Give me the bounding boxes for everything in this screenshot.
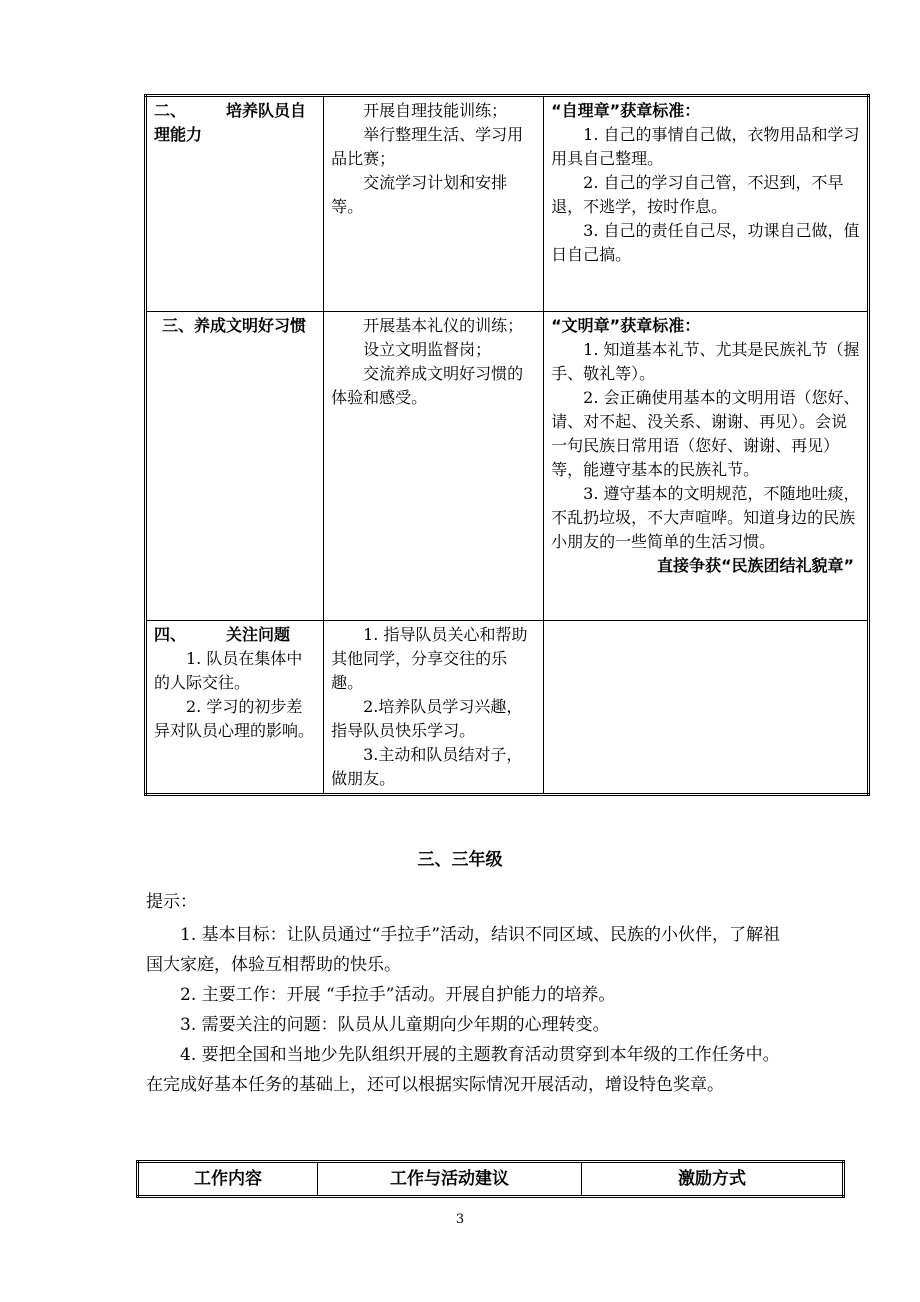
suggestion-line: 3.主动和队员结对子，做朋友。 [331,745,523,788]
row-number: 二、 [154,101,187,120]
standard-item: 2. 自己的学习自己管，不迟到，不早退，不逃学，按时作息。 [551,173,844,216]
suggestion-line: 开展基本礼仪的训练； [363,316,524,335]
hint-list [146,920,786,1100]
header-incentive: 激励方式 [582,1162,844,1197]
badge-standard-title: “自理章”获章标准： [551,101,701,120]
activity-suggestion-cell [324,621,544,795]
hint-item: 3. 需要关注的问题：队员从儿童期向少年期的心理转变。 [180,1015,610,1035]
section-heading: 三、三年级 [417,850,503,870]
hint-item: 4. 要把全国和当地少先队组织开展的主题教育活动贯穿到本年级的工作任务中。在完成好基本任务的基础上，还可以根据实际情况开展活动，增设特色奖章。 [146,1045,780,1095]
suggestion-line: 设立文明监督岗； [363,340,492,359]
incentive-cell-empty [544,621,869,795]
hint-label: 提示： [146,892,197,912]
suggestion-line: 举行整理生活、学习用品比赛； [331,125,524,168]
activity-suggestion-cell [324,96,544,312]
work-content-cell [146,96,324,312]
hint-item: 2. 主要工作：开展 “手拉手”活动。开展自护能力的培养。 [180,985,616,1005]
suggestion-line: 1. 指导队员关心和帮助其他同学，分享交往的乐趣。 [331,625,528,692]
incentive-cell [544,96,869,312]
badge-standard-title: “文明章”获章标准： [551,316,701,335]
activity-suggestion-cell [324,312,544,621]
suggestion-line: 交流养成文明好习惯的体验和感受。 [331,364,524,407]
row-title: 培养队员自理能力 [154,101,307,144]
table-row [146,96,869,312]
work-content-cell [146,621,324,795]
standard-item: 3. 遵守基本的文明规范，不随地吐痰，不乱扔垃圾，不大声喧哗。知道身边的民族小朋友的一些简单的生活习惯。 [551,484,860,551]
header-work-content: 工作内容 [138,1162,318,1197]
table-header-row [138,1162,844,1197]
grade-two-task-table [144,94,870,796]
standard-item: 3. 自己的责任自己尽，功课自己做，值日自己搞。 [551,221,860,264]
grade-three-task-table [136,1160,845,1198]
table-row [146,621,869,795]
row-title: 关注问题 [226,625,291,644]
suggestion-line: 开展自理技能训练； [363,101,508,120]
suggestion-line: 交流学习计划和安排等。 [331,173,508,216]
incentive-cell [544,312,869,621]
focus-item: 2. 学习的初步差异对队员心理的影响。 [154,697,315,740]
suggestion-line: 2.培养队员学习兴趣，指导队员快乐学习。 [331,697,523,740]
standard-item: 1. 自己的事情自己做，衣物用品和学习用具自己整理。 [551,125,860,168]
standard-item: 2. 会正确使用基本的文明用语（您好、请、对不起、没关系、谢谢、再见）。会说一句民族日常用语（您好、谢谢、再见）等，能遵守基本的民族礼节。 [551,388,860,479]
header-activity-suggestion: 工作与活动建议 [318,1162,582,1197]
direct-badge-note: 直接争获“民族团结礼貌章” [656,556,854,575]
work-content-cell [146,312,324,621]
standard-item: 1. 知道基本礼节、尤其是民族礼节（握手、敬礼等）。 [551,340,860,383]
row-title: 三、养成文明好习惯 [162,316,307,335]
hint-item: 1. 基本目标：让队员通过“手拉手”活动，结识不同区域、民族的小伙伴，了解祖国大家庭，体验互相帮助的快乐。 [146,925,781,975]
table-row [146,312,869,621]
page-number: 3 [455,1212,465,1227]
focus-item: 1. 队员在集体中的人际交往。 [154,649,303,692]
row-number: 四、 [154,625,187,644]
